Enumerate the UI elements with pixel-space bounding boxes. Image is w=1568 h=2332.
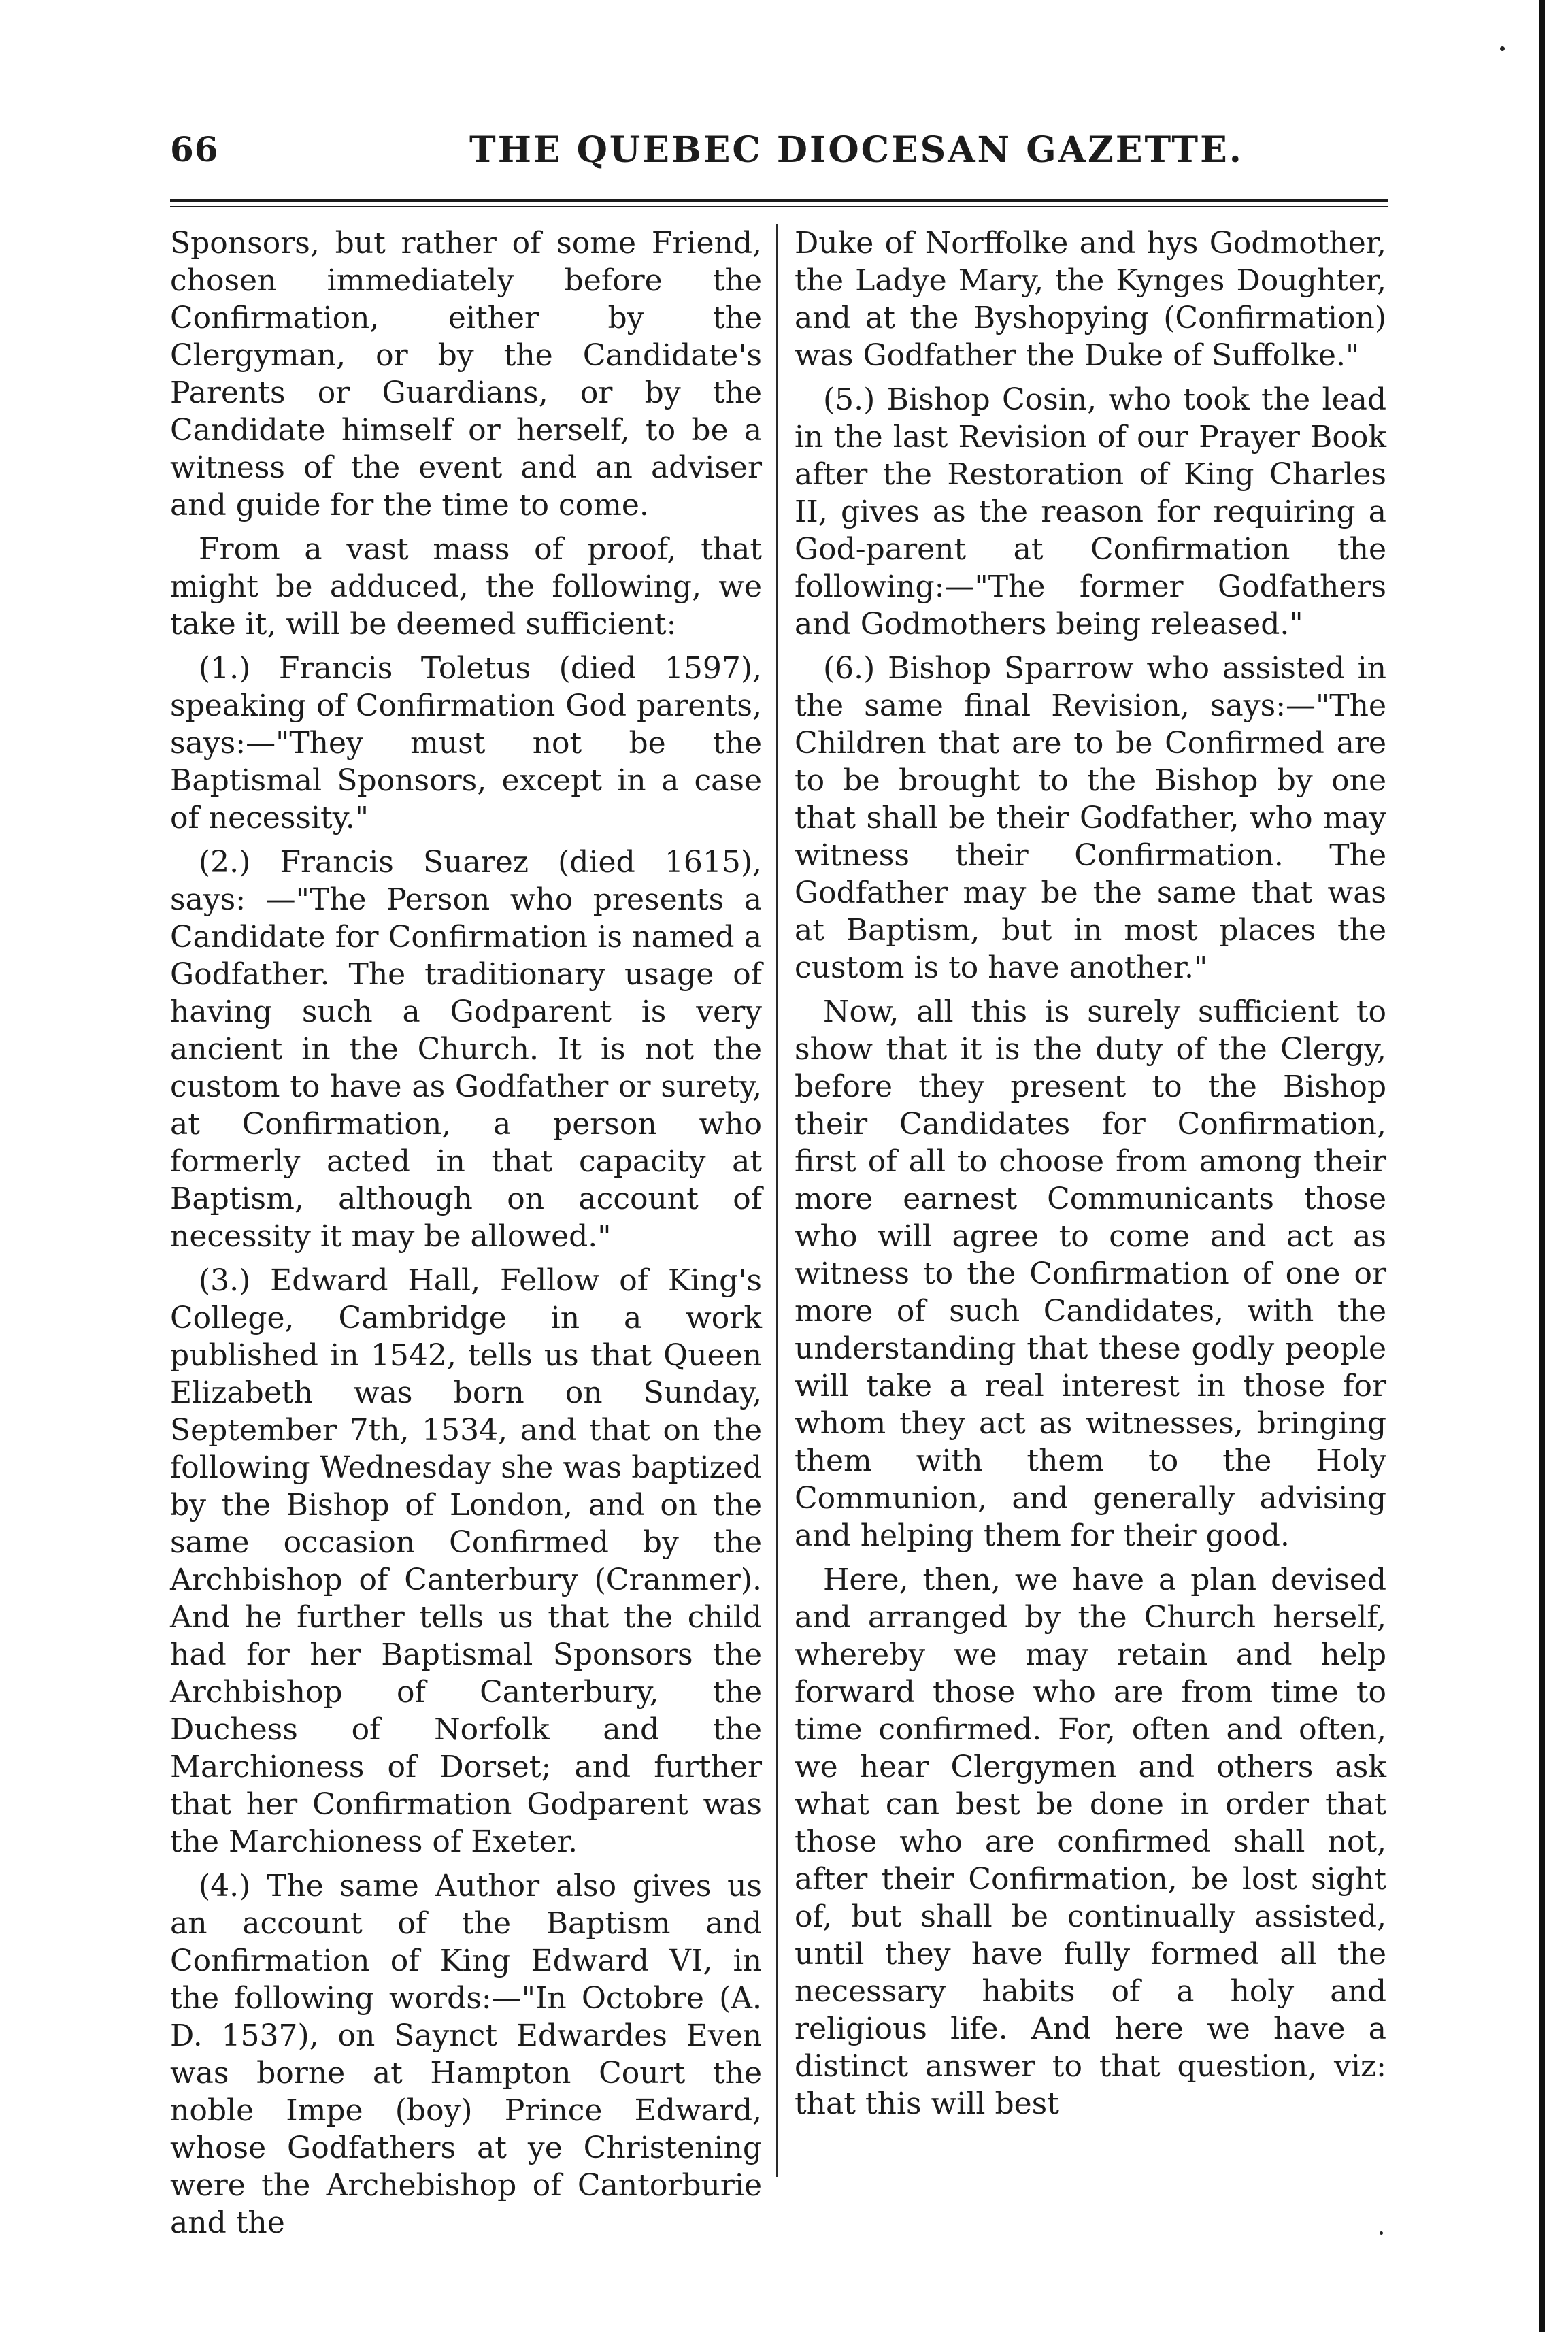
page-edge	[1539, 0, 1545, 2332]
paragraph: (1.) Francis Toletus (died 1597), speaking of Confirmation God parents, says:—"They must not be the Baptismal Sponsors, except in a case of necessity."	[170, 651, 762, 835]
paragraph: Sponsors, but rather of some Friend, chosen immediately before the Confirmation, either by the Clergyman, or by the Candidate's Parents or Guardians, or by the Candidate himself or herself, to be a witness of the event and an adviser and guide for the time to come.	[170, 226, 762, 522]
paragraph: (3.) Edward Hall, Fellow of King's College, Cambridge in a work published in 1542, tells us that Queen Elizabeth was born on Sunday, September 7th, 1534, and that on the following Wednesday she was baptized by the Bishop of London, and on the same occasion Confirmed by the Archbishop of Canterbury (Cranmer). And he further tells us that the child had for her Baptismal Sponsors the Archbishop of Canterbury, the Duchess of Norfolk and the Marchioness of Dorset; and further that her Confirmation Godparent was the Marchioness of Exeter.	[170, 1263, 762, 1859]
paragraph: (5.) Bishop Cosin, who took the lead in the last Revision of our Prayer Book after the Restoration of King Charles II, gives as the reason for requiring a God-parent at Confirmation the following:—"The former Godfathers and Godmothers being released."	[795, 382, 1386, 642]
paragraph: From a vast mass of proof, that might be adduced, the following, we take it, will be deemed sufficient:	[170, 532, 762, 642]
column-divider	[776, 224, 778, 2177]
paragraph: Duke of Norffolke and hys Godmother, the Ladye Mary, the Kynges Doughter, and at the Byshopying (Confirmation) was Godfather the Duke of Suffolke."	[795, 226, 1386, 373]
left-column	[170, 224, 762, 2248]
paragraph: (2.) Francis Suarez (died 1615), says: —"The Person who presents a Candidate for Confirmation is named a Godfather. The traditionary usage of having such a Godparent is very ancient in the Church. It is not the custom to have as Godfather or surety, at Confirmation, a person who formerly acted in that capacity at Baptism, although on account of necessity it may be allowed."	[170, 845, 762, 1254]
paragraph: Now, all this is surely sufficient to show that it is the duty of the Clergy, before they present to the Bishop their Candidates for Confirmation, first of all to choose from among their more earnest Communicants those who will agree to come and act as witness to the Confirmation of one or more of such Candidates, with the understanding that these godly people will take a real interest in those for whom they act as witnesses, bringing them with them to the Holy Communion, and generally advising and helping them for their good.	[795, 995, 1386, 1553]
header-rule-thin	[170, 206, 1388, 207]
header-rule	[170, 199, 1388, 202]
page-number: 66	[170, 129, 219, 169]
ink-speck	[1500, 46, 1505, 51]
right-column	[795, 224, 1386, 2129]
paragraph: (6.) Bishop Sparrow who assisted in the same final Revision, says:—"The Children that are to be Confirmed are to be brought to the Bishop by one that shall be their Godfather, who may witness their Confirmation. The Godfather may be the same that was at Baptism, but in most places the custom is to have another."	[795, 651, 1386, 985]
paragraph: Here, then, we have a plan devised and arranged by the Church herself, whereby we may retain and help forward those who are from time to time confirmed. For, often and often, we hear Clergymen and others ask what can best be done in order that those who are confirmed shall not, after their Confirmation, be lost sight of, but shall be continually assisted, until they have fully formed all the necessary habits of a holy and religious life. And here we have a distinct answer to that question, viz: that this will best	[795, 1563, 1386, 2121]
running-title: THE QUEBEC DIOCESAN GAZETTE.	[469, 129, 1244, 171]
ink-speck	[1380, 2231, 1383, 2235]
paragraph: (4.) The same Author also gives us an account of the Baptism and Confirmation of King Edward VI, in the following words:—"In Octobre (A. D. 1537), on Saynct Edwardes Even was borne at Hampton Court the noble Impe (boy) Prince Edward, whose Godfathers at ye Christening were the Archebishop of Cantorburie and the	[170, 1869, 762, 2240]
page-header	[170, 129, 1388, 184]
